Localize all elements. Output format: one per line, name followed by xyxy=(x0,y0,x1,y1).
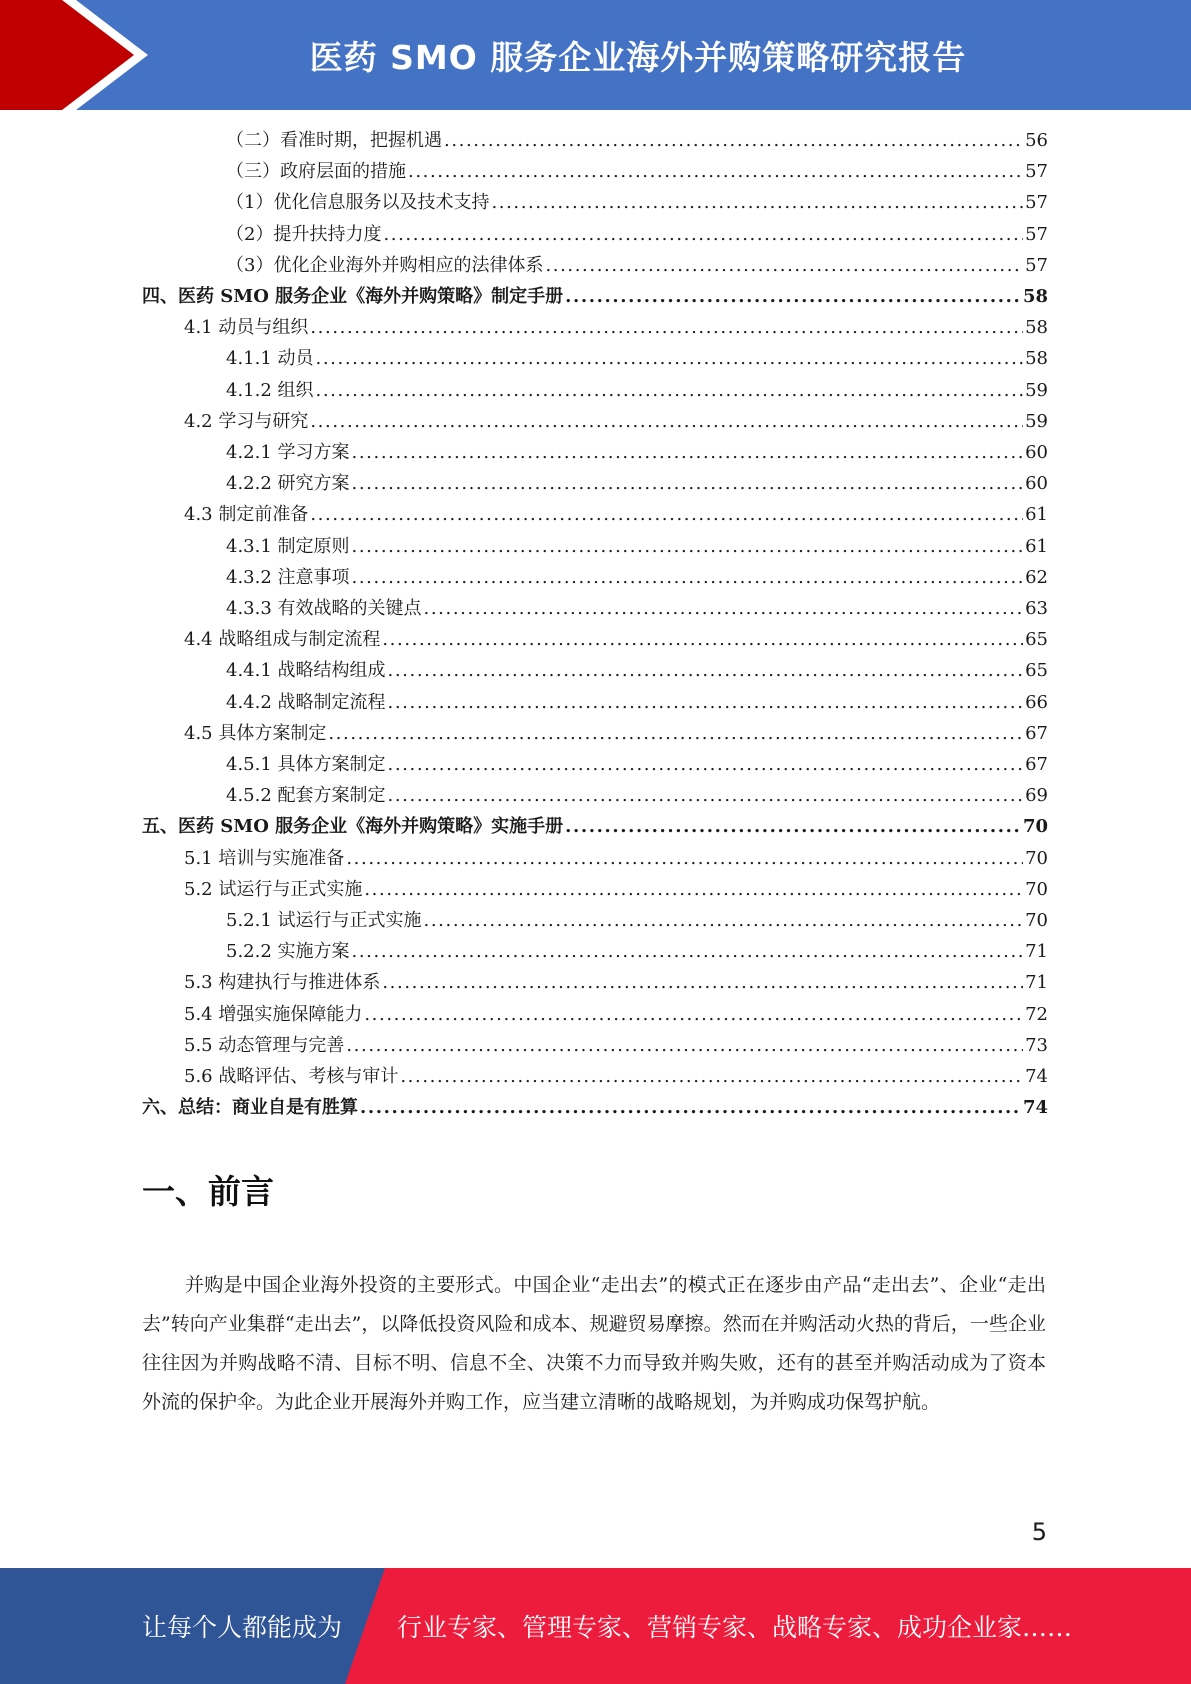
toc-entry-label: （3）优化企业海外并购相应的法律体系 xyxy=(226,254,544,276)
toc-entry[interactable] xyxy=(226,346,1048,372)
toc-dot-leader xyxy=(346,1033,1023,1059)
toc-entry[interactable] xyxy=(226,471,1048,497)
toc-entry-page: 56 xyxy=(1025,130,1048,151)
toc-entry-label: 4.1 动员与组织 xyxy=(184,317,309,339)
toc-entry-page: 58 xyxy=(1025,348,1048,370)
toc-entry-page: 70 xyxy=(1025,847,1048,869)
toc-entry[interactable] xyxy=(184,846,1048,872)
page-number: 5 xyxy=(1031,1518,1047,1546)
toc-entry-label: 5.3 构建执行与推进体系 xyxy=(184,972,381,994)
toc-dot-leader xyxy=(316,346,1024,372)
footer-slogan-right: 行业专家、管理专家、营销专家、战略专家、成功企业家…… xyxy=(397,1613,1073,1642)
toc-entry-label: 4.2 学习与研究 xyxy=(184,410,309,432)
toc-entry[interactable] xyxy=(226,565,1048,591)
toc-entry-page: 70 xyxy=(1022,816,1048,838)
toc-entry-label: 五、医药 SMO 服务企业《海外并购策略》实施手册 xyxy=(142,816,564,838)
toc-entry[interactable] xyxy=(226,534,1048,560)
toc-dot-leader xyxy=(388,752,1024,778)
toc-entry-label: 4.3.1 制定原则 xyxy=(226,535,350,557)
toc-entry[interactable] xyxy=(184,1002,1048,1028)
toc-entry-label: 4.5.1 具体方案制定 xyxy=(226,754,386,775)
toc-entry-label: 4.2.2 研究方案 xyxy=(226,473,350,495)
toc-dot-leader xyxy=(352,939,1024,965)
report-title: 医药 SMO 服务企业海外并购策略研究报告 xyxy=(309,37,967,77)
toc-entry[interactable] xyxy=(184,409,1048,435)
toc-dot-leader xyxy=(424,908,1024,934)
toc-entry-page: 67 xyxy=(1025,722,1048,744)
toc-entry-label: 四、医药 SMO 服务企业《海外并购策略》制定手册 xyxy=(142,286,564,307)
toc-dot-leader xyxy=(328,721,1023,747)
toc-entry[interactable] xyxy=(226,658,1048,684)
page-header xyxy=(0,0,1191,110)
toc-entry-page: 70 xyxy=(1025,910,1048,931)
toc-entry[interactable] xyxy=(184,721,1048,747)
toc-entry[interactable] xyxy=(142,814,1048,840)
toc-dot-leader xyxy=(382,627,1023,653)
toc-dot-leader xyxy=(352,565,1024,591)
toc-entry-page: 58 xyxy=(1022,286,1048,307)
section-heading: 一、前言 xyxy=(142,1172,274,1211)
toc-entry-label: （三）政府层面的措施 xyxy=(226,161,406,183)
toc-entry[interactable] xyxy=(226,783,1048,809)
toc-entry-label: 4.3.3 有效战略的关键点 xyxy=(226,598,422,619)
toc-entry[interactable] xyxy=(184,877,1048,903)
toc-entry-label: 4.4.1 战略结构组成 xyxy=(226,660,386,682)
toc-entry-label: 4.3.2 注意事项 xyxy=(226,566,350,588)
toc-entry-label: 4.2.1 学习方案 xyxy=(226,442,350,463)
toc-entry-label: 4.5.2 配套方案制定 xyxy=(226,785,386,807)
toc-dot-leader xyxy=(545,253,1023,279)
toc-entry-label: 4.1.2 组织 xyxy=(226,379,314,401)
toc-entry-label: 4.3 制定前准备 xyxy=(184,504,309,526)
toc-entry[interactable] xyxy=(184,315,1048,341)
toc-entry[interactable] xyxy=(184,1064,1048,1090)
toc-entry-page: 61 xyxy=(1025,535,1048,557)
toc-entry[interactable] xyxy=(184,627,1048,653)
toc-entry-label: （2）提升扶持力度 xyxy=(226,223,382,245)
toc-entry-label: 5.2 试运行与正式实施 xyxy=(184,878,363,900)
toc-entry-page: 63 xyxy=(1025,598,1048,619)
toc-dot-leader xyxy=(310,502,1023,528)
toc-entry[interactable] xyxy=(226,128,1048,154)
page-footer xyxy=(0,1568,1191,1684)
toc-entry[interactable] xyxy=(226,690,1048,716)
toc-entry[interactable] xyxy=(226,378,1048,404)
toc-entry[interactable] xyxy=(184,502,1048,528)
toc-entry[interactable] xyxy=(226,939,1048,965)
toc-entry[interactable] xyxy=(226,752,1048,778)
toc-dot-leader xyxy=(444,128,1023,154)
toc-dot-leader xyxy=(364,1002,1023,1028)
footer-slogan-left: 让每个人都能成为 xyxy=(142,1613,343,1642)
toc-entry-page: 62 xyxy=(1025,566,1048,588)
toc-dot-leader xyxy=(364,877,1023,903)
toc-entry-label: （1）优化信息服务以及技术支持 xyxy=(226,192,490,214)
toc-entry[interactable] xyxy=(226,222,1048,248)
toc-entry-label: 5.6 战略评估、考核与审计 xyxy=(184,1066,399,1087)
toc-dot-leader xyxy=(310,315,1023,341)
toc-entry-label: 5.2.2 实施方案 xyxy=(226,941,350,963)
toc-entry[interactable] xyxy=(142,1095,1048,1121)
toc-entry-page: 74 xyxy=(1025,1066,1048,1087)
toc-entry-page: 65 xyxy=(1025,629,1048,651)
toc-dot-leader xyxy=(388,690,1024,716)
toc-entry[interactable] xyxy=(226,908,1048,934)
toc-dot-leader xyxy=(565,814,1021,840)
toc-dot-leader xyxy=(382,970,1023,996)
toc-dot-leader xyxy=(310,409,1023,435)
toc-entry-label: 5.2.1 试运行与正式实施 xyxy=(226,910,422,931)
toc-entry-label: 5.1 培训与实施准备 xyxy=(184,847,345,869)
toc-entry-page: 57 xyxy=(1025,223,1048,245)
toc-entry-label: 4.1.1 动员 xyxy=(226,348,314,370)
toc-dot-leader xyxy=(408,159,1023,185)
toc-entry-label: 5.4 增强实施保障能力 xyxy=(184,1003,363,1025)
toc-dot-leader xyxy=(424,596,1024,622)
toc-entry-page: 61 xyxy=(1025,504,1048,526)
toc-dot-leader xyxy=(565,284,1021,310)
toc-entry[interactable] xyxy=(184,970,1048,996)
toc-dot-leader xyxy=(352,534,1024,560)
toc-entry-label: （二）看准时期，把握机遇 xyxy=(226,130,442,151)
toc-entry-page: 60 xyxy=(1025,473,1048,495)
toc-dot-leader xyxy=(388,783,1024,809)
toc-entry-page: 69 xyxy=(1025,785,1048,807)
toc-entry-page: 57 xyxy=(1025,254,1048,276)
toc-dot-leader xyxy=(388,658,1024,684)
toc-entry[interactable] xyxy=(184,1033,1048,1059)
toc-entry-page: 59 xyxy=(1025,379,1048,401)
toc-dot-leader xyxy=(316,378,1024,404)
toc-dot-leader xyxy=(491,190,1023,216)
toc-dot-leader xyxy=(383,222,1023,248)
toc-entry-page: 74 xyxy=(1022,1097,1048,1119)
toc-entry-page: 57 xyxy=(1025,161,1048,183)
toc-entry-label: 4.4.2 战略制定流程 xyxy=(226,691,386,713)
toc-entry-page: 67 xyxy=(1025,754,1048,775)
toc-entry-page: 66 xyxy=(1025,691,1048,713)
toc-entry-label: 4.5 具体方案制定 xyxy=(184,722,327,744)
toc-entry-label: 六、总结：商业自是有胜算 xyxy=(142,1097,358,1119)
toc-dot-leader xyxy=(400,1064,1023,1090)
toc-entry[interactable] xyxy=(226,440,1048,466)
intro-paragraph: 并购是中国企业海外投资的主要形式。中国企业“走出去”的模式正在逐步由产品“走出去”、企业“走出去”转向产业集群“走出去”，以降低投资风险和成本、规避贸易摩擦。然而在并购活动火热的背后，一些企业往往因为并购战略不清、目标不明、信息不全、决策不力而导致并购失败，还有的甚至并购活动成为了资本外流的保护伞。为此企业开展海外并购工作，应当建立清晰的战略规划，为并购成功保驾护航。 xyxy=(142,1274,1046,1413)
toc-entry[interactable] xyxy=(226,159,1048,185)
toc-entry[interactable] xyxy=(142,284,1048,310)
toc-entry-page: 71 xyxy=(1025,972,1048,994)
toc-dot-leader xyxy=(352,440,1024,466)
toc-entry-page: 58 xyxy=(1025,317,1048,339)
toc-entry[interactable] xyxy=(226,190,1048,216)
toc-entry-page: 57 xyxy=(1025,192,1048,214)
toc-entry[interactable] xyxy=(226,253,1048,279)
toc-entry-page: 59 xyxy=(1025,410,1048,432)
toc-entry-label: 4.4 战略组成与制定流程 xyxy=(184,629,381,651)
toc-entry-page: 60 xyxy=(1025,442,1048,463)
toc-entry-page: 71 xyxy=(1025,941,1048,963)
toc-entry[interactable] xyxy=(226,596,1048,622)
toc-entry-page: 73 xyxy=(1025,1034,1048,1056)
toc-entry-page: 65 xyxy=(1025,660,1048,682)
toc-dot-leader xyxy=(360,1095,1021,1121)
toc-entry-page: 72 xyxy=(1025,1003,1048,1025)
toc-entry-label: 5.5 动态管理与完善 xyxy=(184,1034,345,1056)
toc-dot-leader xyxy=(352,471,1024,497)
toc-entry-page: 70 xyxy=(1025,878,1048,900)
toc-dot-leader xyxy=(346,846,1023,872)
